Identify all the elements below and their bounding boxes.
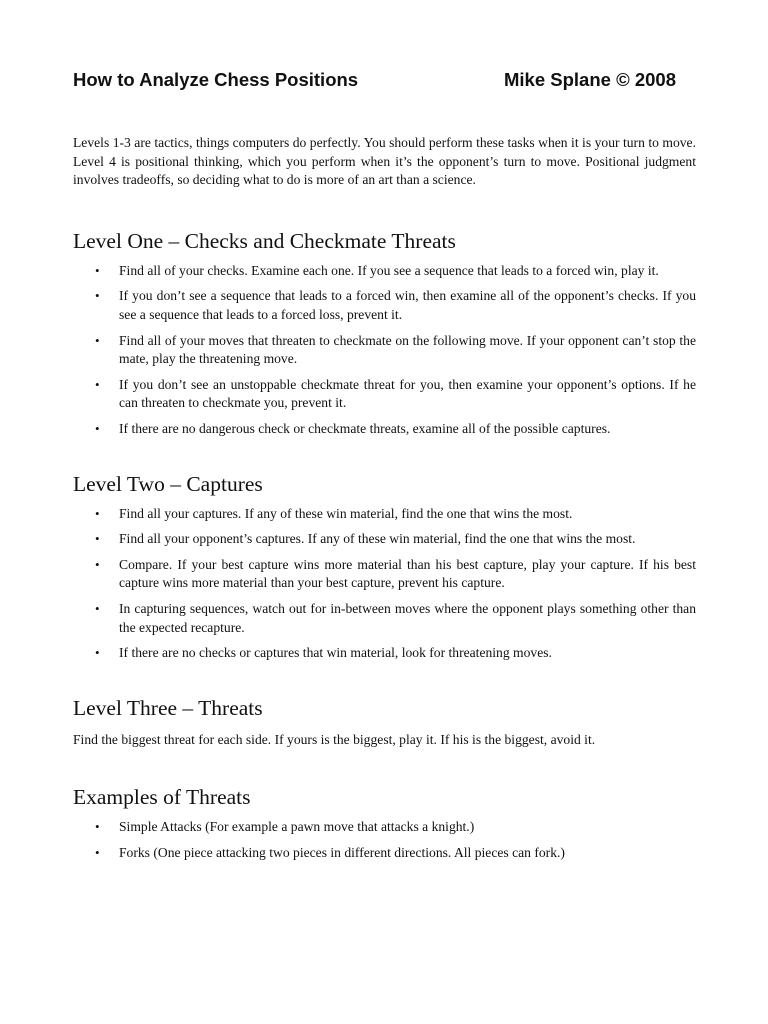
list-item: • Find all of your moves that threaten to checkmate on the following move. If your opponent can’t stop the mate, play the threatening move. [95, 332, 696, 367]
bullet-icon: • [95, 332, 100, 348]
bullet-icon: • [95, 600, 100, 616]
intro-paragraph: Levels 1-3 are tactics, things computers do perfectly. You should perform these tasks when it is your turn to move. Level 4 is positional thinking, which you perform when it’s the opponent’s turn to move. Positional judgment involves tradeoffs, so deciding what to do is more of an art than a science. [73, 135, 696, 188]
bullet-icon: • [95, 288, 100, 304]
bullet-icon: • [95, 844, 100, 860]
bullet-icon: • [95, 262, 100, 278]
list-item: • Find all your captures. If any of these win material, find the one that wins the most. [73, 505, 696, 524]
author-copyright: Mike Splane © 2008 [504, 69, 676, 90]
list-item: • Simple Attacks (For example a pawn move that attacks a knight.) [73, 818, 696, 837]
list-item: • If you don’t see an unstoppable checkmate threat for you, then examine your opponent’s options. If he can threaten to checkmate you, prevent it. [95, 376, 696, 411]
list-item: • If there are no checks or captures that win material, look for threatening moves. [73, 644, 696, 663]
list-item: • Find all your opponent’s captures. If any of these win material, find the one that wins the most. [73, 530, 696, 549]
level-three-text: Find the biggest threat for each side. If yours is the biggest, play it. If his is the biggest, avoid it. [73, 731, 596, 747]
section-heading-level-three: Level Three – Threats [73, 695, 263, 720]
list-item: • Forks (One piece attacking two pieces in different directions. All pieces can fork.) [73, 844, 696, 863]
bullet-icon: • [95, 420, 100, 436]
document-title: How to Analyze Chess Positions [73, 69, 359, 90]
list-item: • If there are no dangerous check or checkmate threats, examine all of the possible captures. [73, 420, 696, 439]
level-one-list [73, 262, 696, 439]
list-item: • Compare. If your best capture wins more material than his best capture, play your capture. If his best capture wins more material than your best capture, prevent his capture. [95, 556, 696, 591]
bullet-icon: • [95, 531, 100, 547]
bullet-icon: • [95, 556, 100, 572]
section-heading-level-two: Level Two – Captures [73, 471, 263, 496]
bullet-icon: • [95, 645, 100, 661]
bullet-icon: • [95, 819, 100, 835]
section-heading-examples: Examples of Threats [73, 785, 251, 810]
examples-list [73, 818, 696, 862]
list-item: • In capturing sequences, watch out for in-between moves where the opponent plays something other than the expected recapture. [95, 600, 696, 635]
list-item: • Find all of your checks. Examine each one. If you see a sequence that leads to a forced win, play it. [73, 262, 696, 281]
level-two-list [73, 505, 696, 663]
list-item: • If you don’t see a sequence that leads to a forced win, then examine all of the opponent’s checks. If you see a sequence that leads to a forced loss, prevent it. [95, 288, 696, 322]
bullet-icon: • [95, 505, 100, 521]
document-header [73, 68, 696, 92]
bullet-icon: • [95, 376, 100, 392]
section-heading-level-one: Level One – Checks and Checkmate Threats [73, 228, 456, 253]
